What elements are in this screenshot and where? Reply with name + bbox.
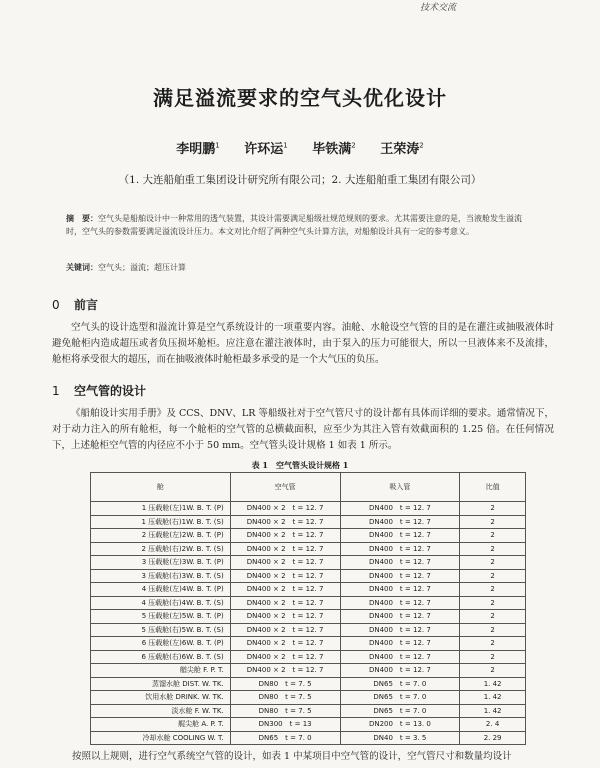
table-row <box>91 596 526 610</box>
table-row <box>91 650 526 664</box>
table-cell: 4 压载舱(右)4W. B. T. (S) <box>91 596 231 610</box>
table-cell: 2 压载舱(右)2W. B. T. (S) <box>91 542 231 556</box>
table-cell: 1 压载舱(左)1W. B. T. (P) <box>91 502 231 516</box>
table-row <box>91 583 526 597</box>
table-cell: 2 <box>460 556 526 570</box>
table-cell: DN65 t = 7. 0 <box>340 704 460 718</box>
table-cell: DN400 × 2 t = 12. 7 <box>230 650 340 664</box>
table-cell: 2 <box>460 542 526 556</box>
table-row <box>91 664 526 678</box>
author: 毕铁满$^2$ <box>312 141 356 157</box>
table-row <box>91 637 526 651</box>
table-cell: DN400 × 2 t = 12. 7 <box>230 610 340 624</box>
table-cell: 艏尖舱 F. P. T. <box>91 664 231 678</box>
table-cell: DN400 t = 12. 7 <box>340 610 460 624</box>
column-header: 舱 <box>91 473 231 502</box>
table-cell: 3 压载舱(右)3W. B. T. (S) <box>91 569 231 583</box>
section-heading: 0 前言 <box>52 298 99 312</box>
section-body: 空气头的设计选型和溢流计算是空气系统设计的一项重要内容。油舱、水舱设空气管的目的是在灌注或抽吸液体时避免舱柜内造成超压或者负压损坏舱柜。应注意在灌注液体时，由于泵入的压力可能很大，所以一旦液体来不及流排，舱柜将承受很大的超压，而在抽吸液体时舱柜最多承受的是一个大气压的负压。 <box>52 322 554 365</box>
column-header: 吸入管 <box>340 473 460 502</box>
table-cell: DN300 t = 13 <box>230 718 340 732</box>
table-row <box>91 718 526 732</box>
table-cell: DN400 × 2 t = 12. 7 <box>230 664 340 678</box>
table-cell: 饮用水舱 DRINK. W. TK. <box>91 691 231 705</box>
continuation-text: 按照以上规则，进行空气系统空气管的设计，如表 1 中某项目中空气管的设计，空气管尺寸和数量均设计 <box>72 751 512 762</box>
table-cell: 5 压载舱(左)5W. B. T. (P) <box>91 610 231 624</box>
table-cell: 6 压载舱(左)6W. B. T. (P) <box>91 637 231 651</box>
table-cell: DN400 t = 12. 7 <box>340 650 460 664</box>
table-cell: DN400 × 2 t = 12. 7 <box>230 583 340 597</box>
author: 许环运$^1$ <box>244 141 288 157</box>
table-cell: DN400 × 2 t = 12. 7 <box>230 515 340 529</box>
table-cell: DN400 t = 12. 7 <box>340 664 460 678</box>
table-cell: 6 压载舱(右)6W. B. T. (S) <box>91 650 231 664</box>
table-row <box>91 556 526 570</box>
table-row <box>91 731 526 745</box>
table-caption: 表 1 空气管头设计规格 1 <box>251 460 349 470</box>
spec-table <box>90 472 526 745</box>
table-cell: DN400 × 2 t = 12. 7 <box>230 542 340 556</box>
table-cell: 2 <box>460 650 526 664</box>
table-cell: DN400 t = 12. 7 <box>340 529 460 543</box>
author-list <box>0 138 600 157</box>
table-cell: DN400 t = 12. 7 <box>340 502 460 516</box>
table-cell: DN400 × 2 t = 12. 7 <box>230 596 340 610</box>
table-cell: 3 压载舱(左)3W. B. T. (P) <box>91 556 231 570</box>
table-cell: 2 <box>460 502 526 516</box>
table-cell: DN400 t = 12. 7 <box>340 583 460 597</box>
table-cell: DN400 t = 12. 7 <box>340 556 460 570</box>
table-row <box>91 677 526 691</box>
table-cell: DN400 × 2 t = 12. 7 <box>230 529 340 543</box>
table-row <box>91 610 526 624</box>
table-cell: 1. 42 <box>460 691 526 705</box>
table-cell: DN80 t = 7. 5 <box>230 691 340 705</box>
table-cell: 2 <box>460 637 526 651</box>
table-cell: 2 <box>460 664 526 678</box>
table-cell: 2 <box>460 596 526 610</box>
table-cell: 淡水舱 F. W. TK. <box>91 704 231 718</box>
table-cell: 艉尖舱 A. P. T. <box>91 718 231 732</box>
paper-title: 满足溢流要求的空气头优化设计 <box>153 86 447 110</box>
table-row <box>91 542 526 556</box>
table-row <box>91 502 526 516</box>
table-cell: DN400 t = 12. 7 <box>340 623 460 637</box>
table-cell: DN400 × 2 t = 12. 7 <box>230 502 340 516</box>
table-cell: DN400 t = 12. 7 <box>340 596 460 610</box>
section-body: 《船舶设计实用手册》及 CCS、DNV、LR 等船级社对于空气管尺寸的设计都有具体而详细的要求。通常情况下，对于动力注入的所有舱柜，每一个舱柜的空气管的总横截面积，应至少为其注入管有效截面积的 1.25 倍。在任何情况下，上述舱柜空气管的内径应不小于 50 mm。空气管头设计规格 1 如表 1 所示。 <box>52 408 554 451</box>
table-cell: DN400 × 2 t = 12. 7 <box>230 569 340 583</box>
table-cell: 5 压载舱(右)5W. B. T. (S) <box>91 623 231 637</box>
running-head: 技术交流 <box>420 3 457 13</box>
table-cell: DN400 × 2 t = 12. 7 <box>230 623 340 637</box>
column-header: 比值 <box>460 473 526 502</box>
table-cell: DN200 t = 13. 0 <box>340 718 460 732</box>
table-cell: 2. 29 <box>460 731 526 745</box>
table-cell: DN65 t = 7. 0 <box>230 731 340 745</box>
table-cell: DN80 t = 7. 5 <box>230 704 340 718</box>
table-row <box>91 623 526 637</box>
keywords-text: 空气头；溢流；超压计算 <box>98 263 186 272</box>
table-row <box>91 704 526 718</box>
table-cell: 1. 42 <box>460 704 526 718</box>
author: 王荣涛$^2$ <box>380 141 424 157</box>
table-cell: DN400 t = 12. 7 <box>340 637 460 651</box>
table-cell: 冷却水舱 COOLING W. T. <box>91 731 231 745</box>
table-cell: DN65 t = 7. 0 <box>340 677 460 691</box>
table-cell: DN400 t = 12. 7 <box>340 542 460 556</box>
table-cell: 2 <box>460 583 526 597</box>
abstract-label: 摘 要： <box>66 213 98 223</box>
table-cell: 2 <box>460 623 526 637</box>
table-cell: 2 <box>460 569 526 583</box>
affiliation: （1. 大连船舶重工集团设计研究所有限公司；2. 大连船舶重工集团有限公司） <box>118 174 482 186</box>
table-cell: 2 <box>460 515 526 529</box>
table-cell: 2. 4 <box>460 718 526 732</box>
table-cell: 1. 42 <box>460 677 526 691</box>
table-cell: 2 <box>460 529 526 543</box>
table-cell: DN65 t = 7. 0 <box>340 691 460 705</box>
author: 李明鹏$^1$ <box>176 141 220 157</box>
abstract <box>66 212 536 238</box>
table-row <box>91 569 526 583</box>
abstract-text: 空气头是船舶设计中一种常用的透气装置，其设计需要满足船级社规范规则的要求。尤其需要注意的是，当液舱发生溢流时，空气头的参数需要满足溢流设计压力。本文对比介绍了两种空气头计算方法，对船舶设计具有一定的参考意义。 <box>66 214 522 236</box>
table-row <box>91 515 526 529</box>
table-cell: DN400 t = 12. 7 <box>340 515 460 529</box>
table-cell: 1 压载舱(右)1W. B. T. (S) <box>91 515 231 529</box>
table-header-row <box>91 473 526 502</box>
table-cell: 2 压载舱(左)2W. B. T. (P) <box>91 529 231 543</box>
section-heading: 1 空气管的设计 <box>52 384 147 398</box>
table-cell: 2 <box>460 610 526 624</box>
table-row <box>91 529 526 543</box>
table-cell: DN40 t = 3. 5 <box>340 731 460 745</box>
table-cell: 蒸馏水舱 DIST. W. TK. <box>91 677 231 691</box>
keywords-label: 关键词： <box>66 262 98 272</box>
table-cell: DN400 × 2 t = 12. 7 <box>230 556 340 570</box>
column-header: 空气管 <box>230 473 340 502</box>
keywords <box>66 262 186 273</box>
table-cell: 4 压载舱(左)4W. B. T. (P) <box>91 583 231 597</box>
table-cell: DN400 t = 12. 7 <box>340 569 460 583</box>
table-cell: DN80 t = 7. 5 <box>230 677 340 691</box>
table-row <box>91 691 526 705</box>
table-cell: DN400 × 2 t = 12. 7 <box>230 637 340 651</box>
